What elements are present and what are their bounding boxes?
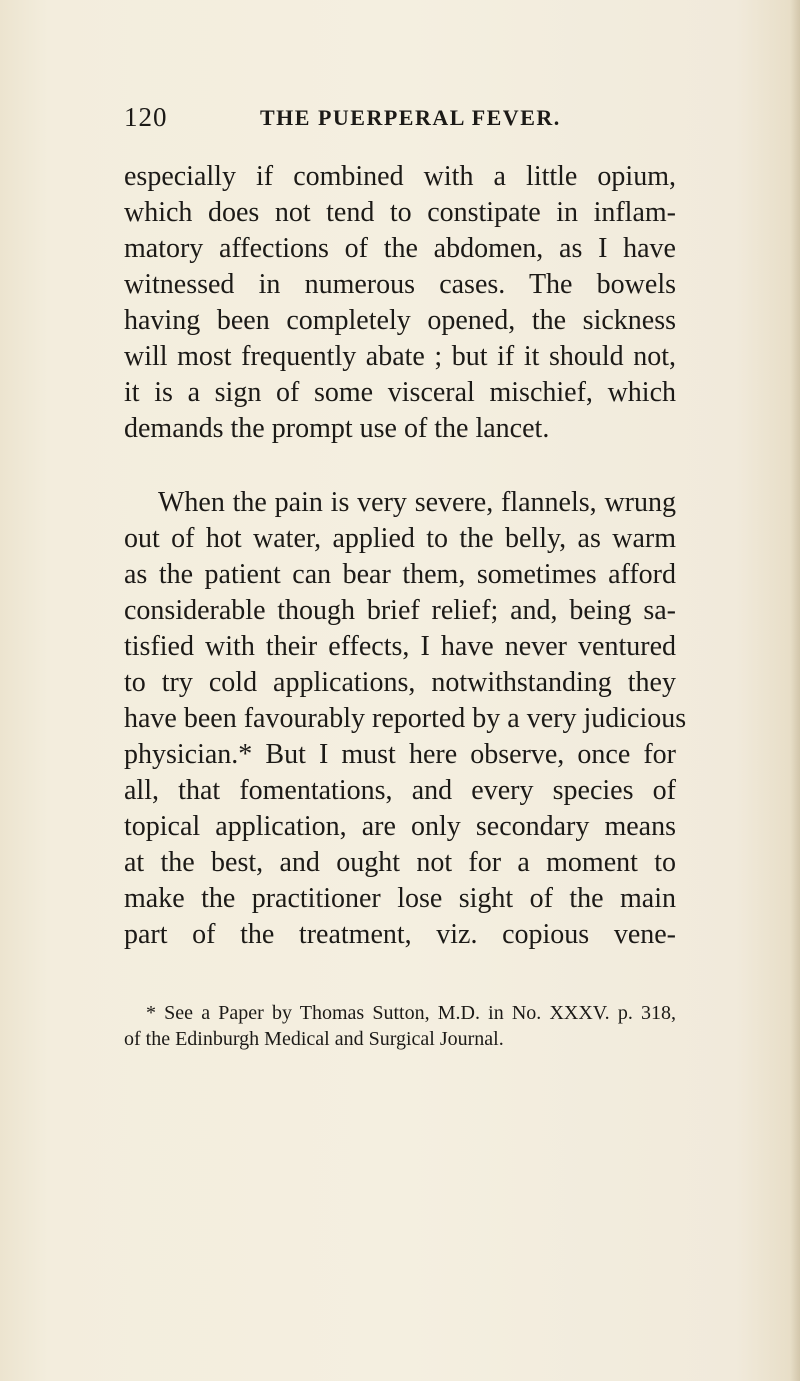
text-line: as the patient can bear them, sometimes afford: [124, 559, 676, 590]
text-line: having been completely opened, the sickness: [124, 305, 676, 336]
text-line: make the practitioner lose sight of the main: [124, 883, 676, 914]
text-line: demands the prompt use of the lancet.: [124, 413, 550, 444]
text-line: out of hot water, applied to the belly, as warm: [124, 523, 676, 554]
running-head: THE PUERPERAL FEVER.: [260, 105, 561, 130]
text-line: topical application, are only secondary means: [124, 811, 676, 842]
text-line: to try cold applications, notwithstanding they: [124, 667, 676, 698]
text-line: matory affections of the abdomen, as I have: [124, 233, 676, 264]
page-edge-shadow: [790, 0, 800, 1381]
page-number: 120: [124, 102, 168, 132]
text-line: considerable though brief relief; and, being sa-: [124, 595, 676, 626]
text-line: part of the treatment, viz. copious vene-: [124, 919, 676, 950]
text-line: all, that fomentations, and every species of: [124, 775, 676, 806]
text-line: will most frequently abate ; but if it should not,: [124, 341, 676, 372]
text-line: especially if combined with a little opium,: [124, 161, 676, 192]
text-line: it is a sign of some visceral mischief, which: [124, 377, 676, 408]
text-line: When the pain is very severe, flannels, wrung: [158, 487, 676, 518]
footnote-line: of the Edinburgh Medical and Surgical Journal.: [124, 1028, 504, 1050]
text-line: which does not tend to constipate in inflam-: [124, 197, 676, 228]
text-line: witnessed in numerous cases. The bowels: [124, 269, 676, 300]
text-line: tisfied with their effects, I have never ventured: [124, 631, 676, 662]
text-line: have been favourably reported by a very judicious: [124, 703, 687, 734]
page-header: [124, 102, 680, 142]
footnote-line: * See a Paper by Thomas Sutton, M.D. in No. XXXV. p. 318,: [146, 1002, 676, 1024]
text-line: at the best, and ought not for a moment to: [124, 847, 676, 878]
text-line: physician.* But I must here observe, once for: [124, 739, 676, 770]
